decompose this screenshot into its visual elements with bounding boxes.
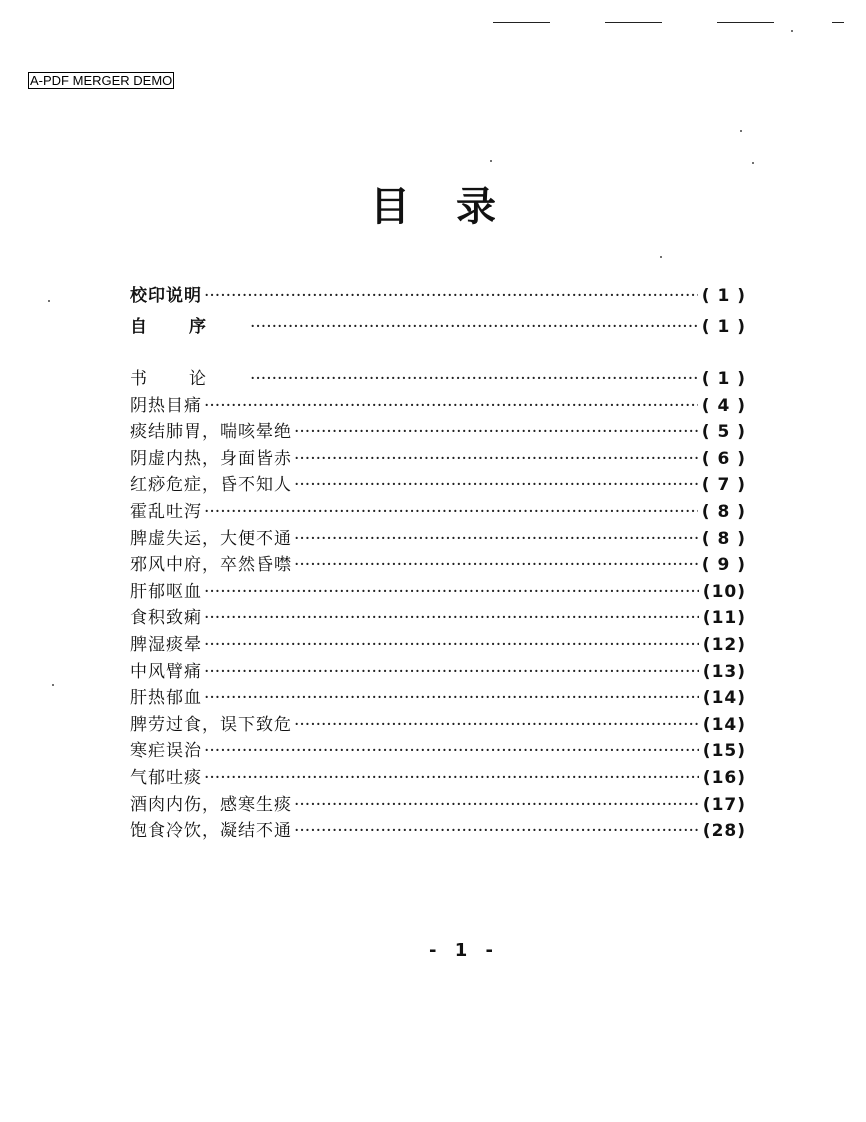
toc-leader-dots xyxy=(204,685,699,711)
toc-page-number: ( 5 ) xyxy=(701,422,746,443)
watermark-label: A-PDF MERGER DEMO xyxy=(30,73,173,88)
toc-page-number: ( 7 ) xyxy=(701,475,746,496)
toc-page-number: ( 6 ) xyxy=(701,448,746,469)
toc-row[interactable] xyxy=(130,579,746,605)
toc-row[interactable] xyxy=(130,499,746,525)
header-blank-lines xyxy=(0,22,866,28)
toc-leader-dots xyxy=(294,818,699,844)
toc-row[interactable] xyxy=(130,446,746,472)
blank-line xyxy=(493,22,550,23)
toc-leader-dots xyxy=(294,472,698,498)
toc-page-number: (17) xyxy=(702,794,746,815)
toc-leader-dots xyxy=(250,366,698,392)
blank-line xyxy=(605,22,662,23)
toc-row[interactable] xyxy=(130,366,746,392)
toc-leader-dots xyxy=(250,314,698,340)
toc-entry-title: 霍乱吐泻 xyxy=(130,502,202,522)
page-folio: - 1 - xyxy=(429,940,499,961)
toc-leader-dots xyxy=(204,393,698,419)
toc-page-number: (12) xyxy=(702,635,746,655)
toc-leader-dots xyxy=(294,446,698,472)
toc-leader-dots xyxy=(294,552,698,578)
toc-page-number: ( 1 ) xyxy=(701,369,746,389)
toc-entry-title: 食积致痢 xyxy=(130,608,202,629)
toc-row[interactable] xyxy=(130,738,746,764)
toc-entry-title: 气郁吐痰 xyxy=(130,768,202,788)
blank-line xyxy=(717,22,774,23)
toc-leader-dots xyxy=(204,659,699,685)
toc-page-number: (15) xyxy=(702,741,746,762)
toc-page-number: ( 1 ) xyxy=(701,317,746,337)
toc-page-number: (11) xyxy=(702,608,746,629)
blank-line xyxy=(832,22,844,23)
toc-row[interactable] xyxy=(130,419,746,445)
toc-entry-title: 寒疟误治 xyxy=(130,741,202,762)
toc-entry-title: 阴虚内热，身面皆赤 xyxy=(130,448,292,469)
toc-page-number: (28) xyxy=(702,821,746,842)
toc-row[interactable] xyxy=(130,632,746,658)
toc-entry-title: 脾虚失运，大便不通 xyxy=(130,528,292,549)
toc-leader-dots xyxy=(204,632,699,658)
toc-entry-title: 脾劳过食，误下致危 xyxy=(130,714,292,735)
toc-entry-title: 书论 xyxy=(130,369,248,389)
toc-entry-title: 自序 xyxy=(130,317,248,337)
toc-leader-dots xyxy=(204,579,699,605)
toc-entry-title: 饱食冷饮，凝结不通 xyxy=(130,821,292,842)
toc-row[interactable] xyxy=(130,314,746,340)
toc-row[interactable] xyxy=(130,393,746,419)
toc-entry-title: 校印说明 xyxy=(130,286,202,306)
toc-entry-title: 邪风中府，卒然昏噤 xyxy=(130,555,292,576)
toc-page-number: ( 4 ) xyxy=(701,395,746,416)
toc-page-number: (13) xyxy=(702,661,746,682)
toc-row[interactable] xyxy=(130,685,746,711)
toc-row[interactable] xyxy=(130,659,746,685)
toc-row[interactable] xyxy=(130,792,746,818)
toc-entry-title: 痰结肺胃，喘咳晕绝 xyxy=(130,422,292,443)
toc-entry-title: 肝郁呕血 xyxy=(130,581,202,602)
toc-row[interactable] xyxy=(130,712,746,738)
toc-row[interactable] xyxy=(130,605,746,631)
toc-page-number: (10) xyxy=(702,581,746,602)
toc-entry-title: 中风臂痛 xyxy=(130,661,202,682)
toc-leader-dots xyxy=(204,765,699,791)
toc-row[interactable] xyxy=(130,472,746,498)
toc-page-number: (16) xyxy=(702,768,746,788)
page-title: 目录 xyxy=(370,184,542,230)
toc-entry-title: 阴热目痛 xyxy=(130,395,202,416)
toc-leader-dots xyxy=(294,792,699,818)
toc-leader-dots xyxy=(294,419,698,445)
toc-leader-dots xyxy=(204,283,698,309)
toc-row[interactable] xyxy=(130,552,746,578)
toc-page-number: ( 1 ) xyxy=(701,286,746,306)
toc-entry-title: 酒肉内伤，感寒生痰 xyxy=(130,794,292,815)
toc-page-number: ( 9 ) xyxy=(701,555,746,576)
toc-entry-title: 肝热郁血 xyxy=(130,688,202,709)
toc-page-number: (14) xyxy=(702,714,746,735)
toc-entry-title: 脾湿痰晕 xyxy=(130,635,202,655)
toc-row[interactable] xyxy=(130,765,746,791)
toc-leader-dots xyxy=(204,605,699,631)
toc-leader-dots xyxy=(204,738,699,764)
toc-row[interactable] xyxy=(130,818,746,844)
toc-entry-title: 红痧危症，昏不知人 xyxy=(130,475,292,496)
toc-page-number: (14) xyxy=(702,688,746,709)
toc-leader-dots xyxy=(294,526,698,552)
toc-row[interactable] xyxy=(130,526,746,552)
toc-row[interactable] xyxy=(130,283,746,309)
toc-leader-dots xyxy=(294,712,699,738)
toc-page-number: ( 8 ) xyxy=(701,502,746,522)
toc-leader-dots xyxy=(204,499,698,525)
toc-page-number: ( 8 ) xyxy=(701,528,746,549)
